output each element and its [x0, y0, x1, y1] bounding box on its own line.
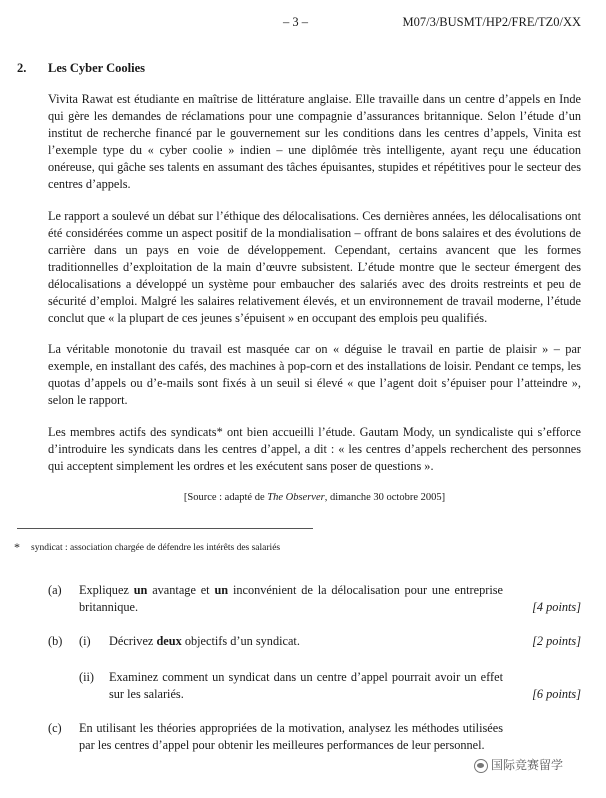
section-title: Les Cyber Coolies [48, 61, 145, 75]
question-b-ii-points: [6 points] [532, 687, 581, 701]
question-b-i-label: (i) [79, 634, 91, 648]
question-c-text: En utilisant les théories appropriées de la motivation, analysez les méthodes utilisées par les centres d’appel pour obtenir les meilleures performances de leur personnel. [79, 721, 503, 752]
source-citation [48, 489, 581, 506]
footnote-text: syndicat : association chargée de défendre les intérêts des salariés [31, 543, 281, 553]
watermark-text: 国际竞赛留学 [491, 758, 564, 772]
source-suffix: , dimanche 30 octobre 2005] [324, 492, 446, 503]
question-b-label: (b) [48, 634, 63, 648]
section-number: 2. [17, 61, 27, 75]
question-c-label: (c) [48, 721, 62, 735]
exam-code: M07/3/BUSMT/HP2/FRE/TZ0/XX [402, 15, 581, 29]
watermark [474, 757, 563, 774]
article-body [48, 91, 581, 506]
question-a-text [79, 582, 503, 616]
paragraph-2: Le rapport a soulevé un débat sur l’éthique des délocalisations. Ces dernières années, les délocalisations ont été considérées comme un aspect positif de la mondialisation – offrant de bons salaires et des évolutions de carrière dans un pays en voie de développement. Cependant, certains avancent que les formes traditionnelles d’exploitation de la main d’œuvre subsistent. L’étude montre que le secteur émergent des délocalisations a développé un système pour embaucher des salariés avec des droits restreints et peu de sécurité d’emploi. Malgré les salaires relativement élevés, et un environnement de travail moderne, l’étude conclut que « la plupart de ces jeunes s’épuisent » en occupant des emplois peu qualifiés. [48, 208, 581, 325]
question-a-label: (a) [48, 583, 62, 597]
footnote-marker: * [14, 540, 20, 554]
question-b-i-bold: deux [156, 634, 182, 648]
source-prefix: [Source : adapté de [183, 492, 268, 503]
wechat-icon [474, 759, 488, 773]
question-a-text-1: Expliquez [79, 583, 134, 597]
question-a-text-3: inconvénient de la délocalisation pour une entreprise britannique. [79, 583, 503, 614]
paragraph-4: Les membres actifs des syndicats* ont bien accueilli l’étude. Gautam Mody, un syndicaliste qui s’efforce d’introduire les syndicats dans les centres d’appel, a dit : « les centres d’appels recherchent des personnes qui acceptent simplement les ordres et les exécutent sans poser de questions ». [48, 424, 581, 473]
question-b-i-text-2: objectifs d’un syndicat. [181, 634, 300, 648]
source-publication: The Observer [267, 492, 325, 503]
question-b-i-text [109, 633, 489, 650]
question-a-bold-1: un [133, 583, 148, 597]
paragraph-3: La véritable monotonie du travail est masquée car on « déguise le travail en partie de plaisir » – par exemple, en installant des cafés, des machines à pop-corn et des installations de loisir. Pendant ce temps, les quotas d’appels ou d’e-mails sont fixés à un seuil si élevé « que l’agent doit s’épuiser pour l’atteindre », selon le rapport. [48, 342, 581, 407]
paragraph-1: Vivita Rawat est étudiante en maîtrise de littérature anglaise. Elle travaille dans un centre d’appels en Inde qui gère les demandes de réclamations pour une compagnie d’assurances britannique. Selon l’étude d’un institut de recherche financé par le gouvernement sur les conditions dans les centres d’appels, Vinita est l’exemple type du « cyber coolie » indien – une diplômée très intelligente, ayant reçu une éducation onéreuse, qui gâche ses talents en assumant des tâches épuisantes, stupides et répétitives pour le secteur des centres d’appels. [48, 92, 581, 191]
page-number: – 3 – [283, 15, 308, 29]
question-a-points: [4 points] [532, 600, 581, 614]
question-a-bold-2: un [214, 583, 229, 597]
footnote-divider [17, 528, 313, 529]
question-b-ii-label: (ii) [79, 670, 95, 684]
question-b-i-points: [2 points] [532, 634, 581, 648]
question-a-text-2: avantage et [147, 583, 215, 597]
question-b-ii-text: Examinez comment un syndicat dans un centre d’appel pourrait avoir un effet sur les salariés. [109, 670, 503, 701]
question-b-i-text-1: Décrivez [109, 634, 157, 648]
